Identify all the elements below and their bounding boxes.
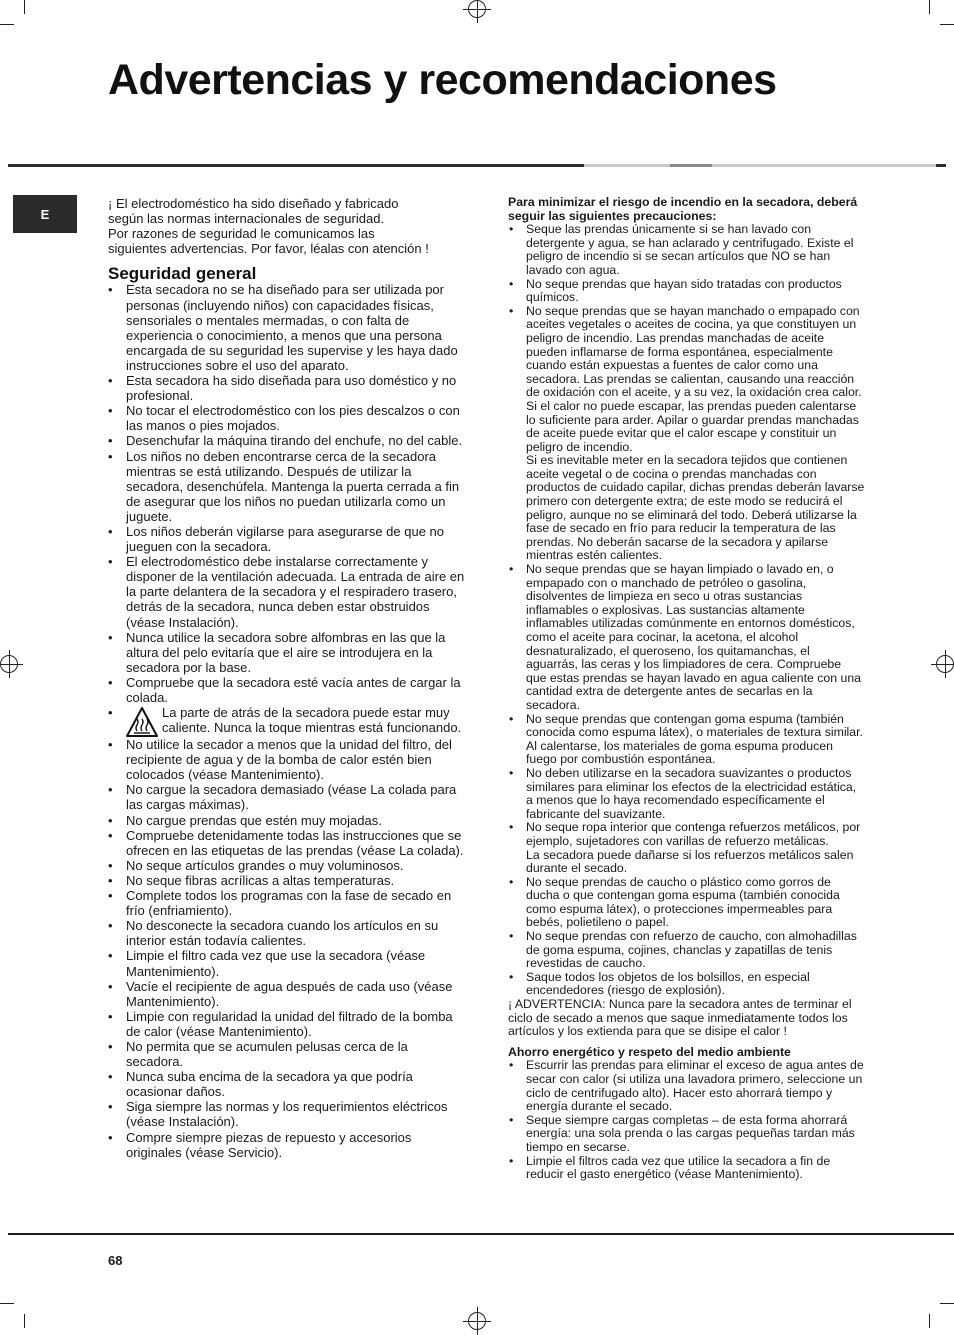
list-item-text: La secadora puede dañarse si los refuerzos metálicos salen durante el secado. [526, 847, 854, 876]
energy-list [508, 1059, 865, 1181]
header-rule-dark [936, 164, 946, 167]
list-item [108, 705, 466, 737]
crop-mark [0, 1303, 14, 1304]
header-rule-light [584, 164, 670, 167]
list-item: • Limpie con regularidad la unidad del filtrado de la bomba de calor (véase Mantenimiento). [108, 1009, 466, 1039]
list-item-text: • Saque todos los objetos de los bolsillos, en especial encendedores (riesgo de explosión). [526, 969, 810, 998]
intro-line: Por razones de seguridad le comunicamos las [108, 226, 375, 242]
list-item [508, 278, 865, 305]
crop-mark [940, 1303, 954, 1304]
list-item [508, 767, 865, 821]
list-item: • No permita que se acumulen pelusas cerca de la secadora. [108, 1039, 466, 1069]
registration-mark-icon [0, 655, 18, 673]
list-item-text: • No seque prendas que se hayan limpiado o lavado en, o empapado con o manchado de petróleo o gasolina, disolventes de limpieza en seco u otras sustancias inflamables o explosivas. Las sustancias altamente inflamables utilizadas comúnmente en entornos domésticos, como el aceite para cocinar, la acetona, el alcohol desnaturalizado, el queroseno, los quitamanchas, el aguarrás, las ceras y los limpiadores de cera. Compruebe que estas prendas se hayan lavado en agua caliente con una cantidad extra de detergente antes de secarlas en la secadora. [526, 562, 862, 712]
header-rule-dark [8, 164, 584, 167]
list-item: • Desenchufar la máquina tirando del enchufe, no del cable. [108, 433, 466, 448]
list-item: • Nunca suba encima de la secadora ya que podría ocasionar daños. [108, 1069, 466, 1099]
list-item-text: Si es inevitable meter en la secadora tejidos que contienen aceite vegetal o de cocina o prendas manchadas con productos de cuidado capilar, dichas prendas deberán lavarse primero con detergente extra; de este modo se reducirá el peligro, aunque no se eliminará del todo. Deberá utilizarse la fase de secado en frío para reducir la temperatura de las prendas. No deberán sacarse de la secadora y apilarse mientras estén calientes. [526, 453, 865, 563]
list-item: • Los niños no deben encontrarse cerca de la secadora mientras se está utilizando. Después de utilizar la secadora, desenchúfela. Mantenga la puerta cerrada a fin de asegurar que los niños no puedan utilizarla como un juguete. [108, 449, 466, 524]
list-item: • No cargue la secadora demasiado (véase La colada para las cargas máximas). [108, 782, 466, 812]
list-item-text: • No seque prendas con refuerzo de caucho, con almohadillas de goma espuma, cojines, chanclas y zapatillas de tenis revestidas de caucho. [526, 929, 857, 971]
list-item: • Escurrir las prendas para eliminar el exceso de agua antes de secar con calor (si utiliza una lavadora primero, seleccione un ciclo de centrifugado alto). Hacer esto ahorrará tiempo y energía durante el secado. [508, 1059, 865, 1113]
list-item: • No cargue prendas que estén muy mojadas. [108, 813, 466, 828]
intro-line: según las normas internacionales de seguridad. [108, 211, 385, 227]
list-item-text: • No seque prendas que se hayan manchado o empapado con aceites vegetales o aceites de cocina, ya que constituyen un peligro de incendio. Las prendas manchadas de aceite pueden inflamarse de forma espontánea, especialmente cuando están expuestas a fuentes de calor como una secadora. Las prendas se calientan, causando una reacción de oxidación con el aceite, y a su vez, la oxidación crea calor. Si el calor no puede escapar, las prendas pueden calentarse lo suficiente para arder. Apilar o guardar prendas manchadas de aceite puede evitar que el calor escape y constituir un peligro de incendio. [526, 303, 862, 454]
list-item: • Seque siempre cargas completas – de esta forma ahorrará energía: una sola prenda o las cargas pequeñas tardan más tiempo en secarse. [508, 1114, 865, 1155]
page-number: 68 [108, 1253, 123, 1268]
list-item-text: • No seque prendas de caucho o plástico como gorros de ducha o que contengan goma espuma (también conocida como espuma látex), o protecciones impermeables para bebés, polietileno o papel. [526, 874, 840, 930]
section-heading: Seguridad general [108, 264, 257, 284]
list-item: • Esta secadora ha sido diseñada para uso doméstico y no profesional. [108, 373, 466, 403]
general-safety-list [108, 282, 466, 1159]
list-item: • Compre siempre piezas de repuesto y accesorios originales (véase Servicio). [108, 1130, 466, 1160]
list-item: • No seque fibras acrílicas a altas temperaturas. [108, 873, 466, 888]
list-item [508, 305, 865, 563]
list-item: • Vacíe el recipiente de agua después de cada uso (véase Mantenimiento). [108, 979, 466, 1009]
list-item: • Esta secadora no se ha diseñado para ser utilizada por personas (incluyendo niños) con capacidades físicas, sensoriales o mentales mermadas, o con falta de experiencia o conocimiento, a menos que una persona encargada de su seguridad les supervise y les haya dado instrucciones sobre el uso del aparato. [108, 282, 466, 373]
list-item: • Limpie el filtro cada vez que use la secadora (véase Mantenimiento). [108, 948, 466, 978]
crop-mark [0, 24, 14, 25]
list-item-text: • Seque las prendas únicamente si se han lavado con detergente y agua, se han aclarado y centrifugado. Existe el peligro de incendio si se secan artículos que NO se han lavado con agua. [526, 222, 854, 277]
header-rule-mid [670, 164, 712, 167]
list-item: • Limpie el filtros cada vez que utilice la secadora a fin de reducir el gasto energético (véase Mantenimiento). [508, 1155, 865, 1182]
hot-surface-warning-icon [126, 707, 158, 737]
list-item: • No tocar el electrodoméstico con los pies descalzos o con las manos o pies mojados. [108, 403, 466, 433]
list-item-text: • No seque prendas que hayan sido tratadas con productos químicos. [526, 276, 842, 305]
list-item [508, 223, 865, 277]
list-item [508, 876, 865, 930]
right-column [508, 196, 865, 1182]
fire-risk-heading: Para minimizar el riesgo de incendio en la secadora, deberá seguir las siguientes precauciones: [508, 195, 858, 223]
list-item [508, 713, 865, 767]
list-item: • Compruebe que la secadora esté vacía antes de cargar la colada. [108, 675, 466, 705]
language-tab: E [13, 195, 77, 233]
list-item: • No desconecte la secadora cuando los artículos en su interior están todavía calientes. [108, 918, 466, 948]
crop-mark [24, 1314, 25, 1328]
intro-paragraph [108, 196, 466, 256]
list-item: • No utilice la secador a menos que la unidad del filtro, del recipiente de agua y de la bomba de calor estén bien colocados (véase Mantenimiento). [108, 737, 466, 782]
registration-mark-icon [468, 1312, 486, 1330]
energy-heading: Ahorro energético y respeto del medio ambiente [508, 1044, 791, 1059]
warning-text: • La parte de atrás de la secadora puede estar muy caliente. Nunca la toque mientras está funcionando. [162, 705, 462, 736]
list-item [508, 930, 865, 971]
registration-mark-icon [468, 0, 486, 18]
crop-mark [929, 0, 930, 14]
header-rule-light [712, 164, 936, 167]
list-item-text: • No seque ropa interior que contenga refuerzos metálicos, por ejemplo, sujetadores con varillas de refuerzo metálicas. [526, 820, 861, 848]
list-item: • No seque artículos grandes o muy voluminosos. [108, 858, 466, 873]
dryer-warning: ¡ ADVERTENCIA: Nunca pare la secadora antes de terminar el ciclo de secado a menos que saque inmediatamente todos los artículos y los extienda para que se disipe el calor ! [508, 997, 852, 1039]
crop-mark [24, 0, 25, 14]
footer-rule [8, 1233, 954, 1235]
list-item: • El electrodoméstico debe instalarse correctamente y disponer de la ventilación adecuada. La entrada de aire en la parte delantera de la secadora y el respiradero trasero, detrás de la secadora, nunca deben estar obstruidos (véase Instalación). [108, 554, 466, 629]
list-item: • Complete todos los programas con la fase de secado en frío (enfriamiento). [108, 888, 466, 918]
list-item-text: • No seque prendas que contengan goma espuma (también conocida como espuma látex), o materiales de textura similar. Al calentarse, los materiales de goma espuma producen fuego por combustión espontánea. [526, 711, 863, 767]
left-column [108, 196, 466, 1160]
list-item: • Siga siempre las normas y los requerimientos eléctricos (véase Instalación). [108, 1099, 466, 1129]
registration-mark-icon [936, 655, 954, 673]
list-item-text: • No deben utilizarse en la secadora suavizantes o productos similares para eliminar los efectos de la electricidad estática, a menos que lo haya recomendado específicamente el fabricante del suavizante. [526, 765, 857, 821]
crop-mark [940, 24, 954, 25]
list-item [508, 821, 865, 875]
intro-line: ¡ El electrodoméstico ha sido diseñado y fabricado [108, 196, 399, 211]
list-item [508, 971, 865, 998]
hot-surface-warning [126, 705, 466, 737]
crop-mark [929, 1314, 930, 1328]
list-item: • Nunca utilice la secadora sobre alfombras en las que la altura del pelo evitaría que el aire se introdujera en la secadora por la base. [108, 630, 466, 675]
list-item: • Los niños deberán vigilarse para asegurarse de que no jueguen con la secadora. [108, 524, 466, 554]
page-title: Advertencias y recomendaciones [108, 56, 777, 104]
list-item: • Compruebe detenidamente todas las instrucciones que se ofrecen en las etiquetas de las prendas (véase La colada). [108, 828, 466, 858]
intro-line: siguientes advertencias. Por favor, léalas con atención ! [108, 241, 429, 257]
list-item [508, 563, 865, 713]
fire-risk-list [508, 223, 865, 998]
